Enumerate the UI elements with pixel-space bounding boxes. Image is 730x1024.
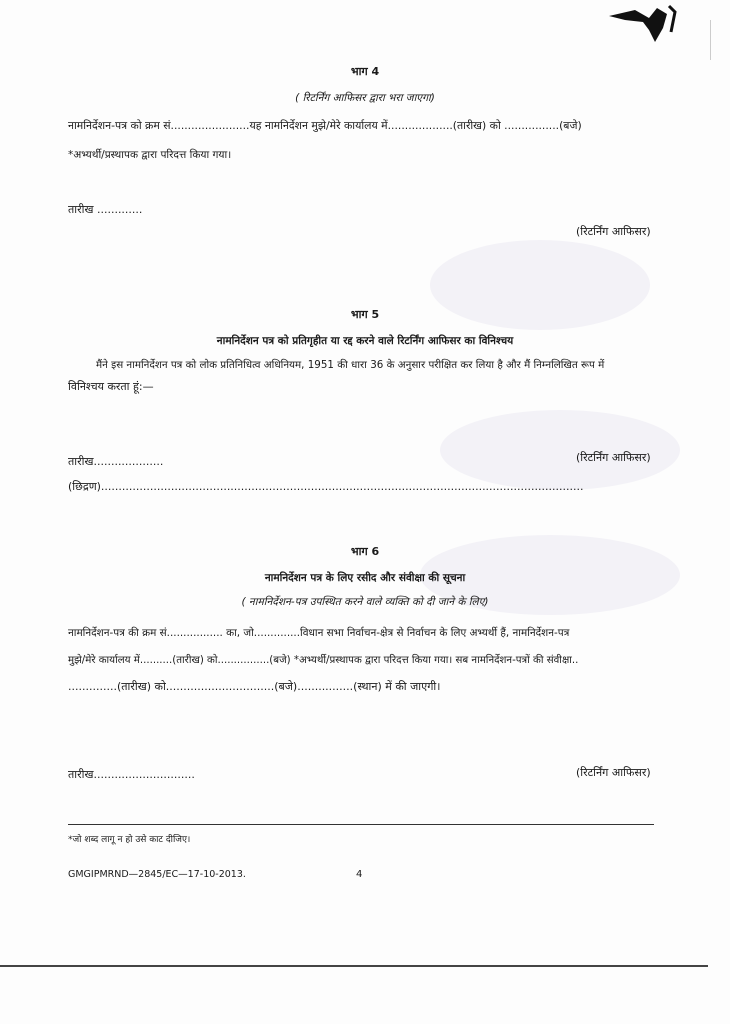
part5-date: तारीख....................: [68, 455, 164, 468]
part5-subheading: नामनिर्देशन पत्र को प्रतिगृहीत या रद्द करने वाले रिटर्निंग आफिसर का विनिश्चय: [216, 335, 514, 347]
part5-paragraph-line2: विनिश्चय करता हूं:—: [68, 380, 154, 393]
part6-heading: भाग 6: [350, 545, 380, 558]
part5-heading: भाग 5: [350, 308, 380, 321]
part5-paragraph-line1: मैंने इस नामनिर्देशन पत्र को लोक प्रतिनिधित्व अधिनियम, 1951 की धारा 36 के अनुसार परीक्षित कर लिया है और मैं निम्नलिखित रूप में: [96, 359, 605, 371]
ink-blot-icon: [605, 2, 685, 48]
part4-date: तारीख .............: [68, 203, 143, 216]
part6-line1: नामनिर्देशन-पत्र की क्रम सं................. का, जो..............विधान सभा निर्वाचन-क्षेत्र से निर्वाचन के लिए अभ्यर्थी हैं, नामनिर्देशन-पत्र: [68, 627, 570, 639]
part6-subheading: नामनिर्देशन पत्र के लिए रसीद और संवीक्षा की सूचना: [264, 572, 466, 584]
part4-line2: *अभ्यर्थी/प्रस्थापक द्वारा परिदत्त किया गया।: [68, 149, 232, 161]
part5-signatory: (रिटर्निंग आफिसर): [576, 451, 651, 464]
footnote-divider: [68, 824, 654, 825]
scan-edge: [710, 20, 711, 60]
part6-note: ( नामनिर्देशन-पत्र उपस्थित करने वाले व्यक्ति को दी जाने के लिए): [241, 596, 489, 608]
part4-subheading: ( रिटर्निंग आफिसर द्वारा भरा जाएगा): [295, 92, 435, 104]
part5-seal: (छिद्रण)..........................................................................................................................................: [68, 480, 584, 493]
part4-heading: भाग 4: [350, 65, 380, 78]
part6-date: तारीख.............................: [68, 768, 195, 781]
part6-line2: मुझे/मेरे कार्यालय में..........(तारीख) को................(बजे) *अभ्यर्थी/प्रस्थापक द्वारा परिदत्त किया गया। सब नामनिर्देशन-पत्रों की संवीक्षा..: [68, 655, 579, 666]
scan-bottom-edge: [0, 965, 708, 967]
page-number: 4: [356, 869, 363, 880]
print-code: GMGIPMRND—2845/EC—17-10-2013.: [68, 869, 246, 880]
part6-line3: ..............(तारीख) को...............................(बजे)................(स्थान) में की जाएगी।: [68, 680, 441, 693]
part4-line1: नामनिर्देशन-पत्र को क्रम सं.......................यह नामनिर्देशन मुझे/मेरे कार्यालय में...................(तारीख) को ................(बजे): [68, 119, 582, 132]
footnote: *जो शब्द लागू न हो उसे काट दीजिए।: [68, 835, 191, 845]
part6-signatory: (रिटर्निंग आफिसर): [576, 766, 651, 779]
part4-signatory: (रिटर्निंग आफिसर): [576, 225, 651, 238]
scan-smudge: [440, 410, 680, 490]
